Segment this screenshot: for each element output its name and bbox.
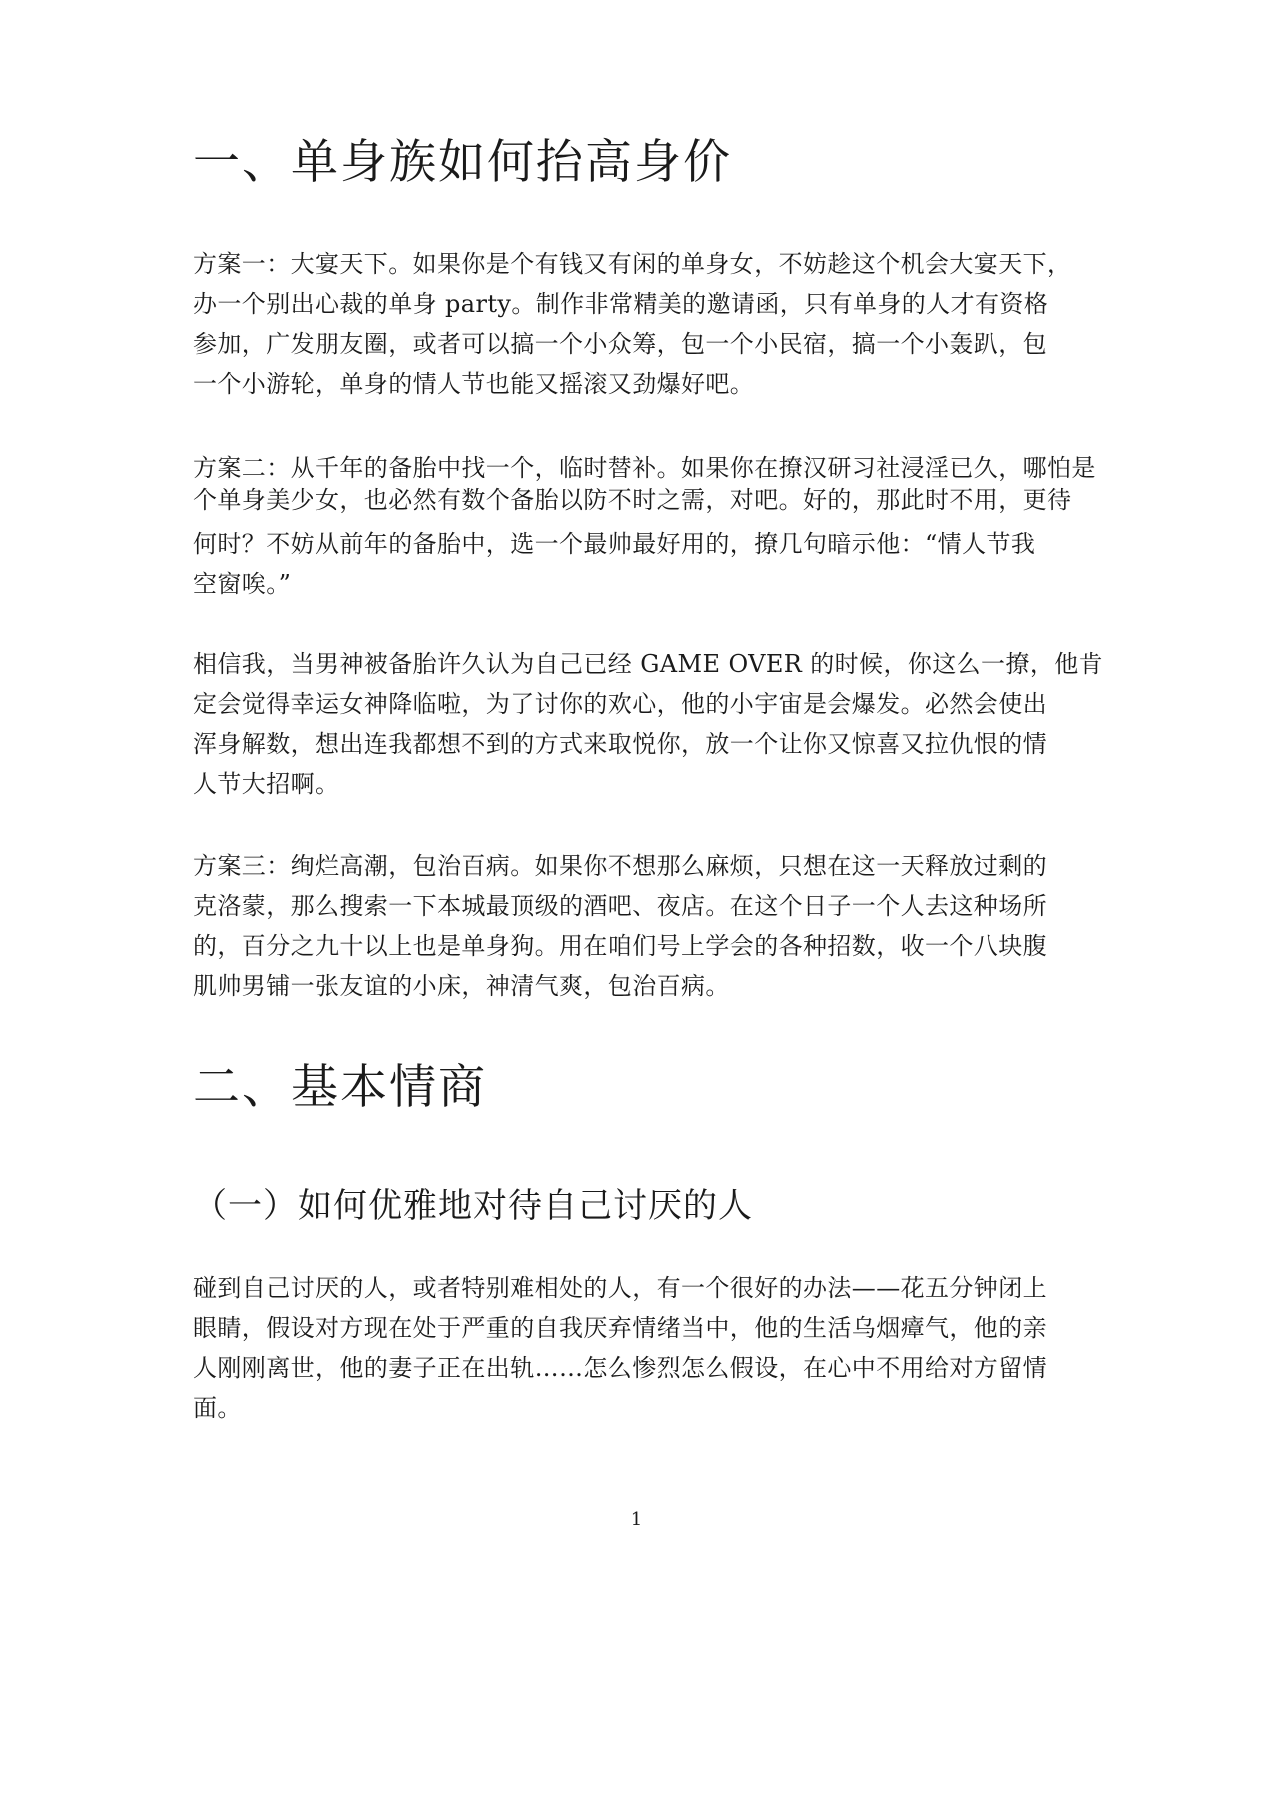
text-line: 空窗唉。” (193, 570, 292, 598)
paragraph-believe-me (193, 644, 1123, 804)
text-line: 人节大招啊。 (193, 770, 340, 798)
text-line: 碰到自己讨厌的人，或者特别难相处的人，有一个很好的办法——花五分钟闭上 (193, 1274, 1047, 1302)
text-line: 个单身美少女，也必然有数个备胎以防不时之需，对吧。好的，那此时不用，更待 (193, 486, 1072, 514)
text-line: 方案三：绚烂高潮，包治百病。如果你不想那么麻烦，只想在这一天释放过剩的 (193, 852, 1047, 880)
text-line: 办一个别出心裁的单身 party。制作非常精美的邀请函，只有单身的人才有资格 (193, 290, 1049, 318)
text-line: 定会觉得幸运女神降临啦，为了讨你的欢心，他的小宇宙是会爆发。必然会使出 (193, 690, 1047, 718)
text-line: 何时？不妨从前年的备胎中，选一个最帅最好用的，撩几句暗示他：“情人节我 (193, 530, 1036, 558)
text-line: 方案一：大宴天下。如果你是个有钱又有闲的单身女，不妨趁这个机会大宴天下， (193, 250, 1072, 278)
subsection-heading: （一）如何优雅地对待自己讨厌的人 (193, 1186, 753, 1226)
text-line: 方案二：从千年的备胎中找一个，临时替补。如果你在撩汉研习社浸淫已久，哪怕是 (193, 454, 1096, 482)
paragraph-plan-2 (193, 452, 1123, 604)
text-line: 眼睛，假设对方现在处于严重的自我厌弃情绪当中，他的生活乌烟瘴气，他的亲 (193, 1314, 1047, 1342)
section-heading-2: 二、基本情商 (193, 1060, 487, 1115)
text-line: 相信我，当男神被备胎许久认为自己已经 GAME OVER 的时候，你这么一撩，他肯 (193, 650, 1104, 678)
text-line: 参加，广发朋友圈，或者可以搞一个小众筹，包一个小民宿，搞一个小轰趴，包 (193, 330, 1047, 358)
text-line: 克洛蒙，那么搜索一下本城最顶级的酒吧、夜店。在这个日子一个人去这种场所 (193, 892, 1047, 920)
page-number: 1 (630, 1509, 643, 1530)
text-line: 浑身解数，想出连我都想不到的方式来取悦你，放一个让你又惊喜又拉仇恨的情 (193, 730, 1047, 758)
paragraph-plan-3 (193, 846, 1123, 1006)
text-line: 面。 (193, 1394, 242, 1422)
text-line: 肌帅男铺一张友谊的小床，神清气爽，包治百病。 (193, 972, 730, 1000)
section-heading-1: 一、单身族如何抬高身价 (193, 135, 732, 190)
text-line: 一个小游轮，单身的情人节也能又摇滚又劲爆好吧。 (193, 370, 755, 398)
paragraph-plan-1 (193, 244, 1123, 404)
text-line: 的，百分之九十以上也是单身狗。用在咱们号上学会的各种招数，收一个八块腹 (193, 932, 1047, 960)
paragraph-dealing-with-disliked-people (193, 1268, 1123, 1428)
text-line: 人刚刚离世，他的妻子正在出轨……怎么惨烈怎么假设，在心中不用给对方留情 (193, 1354, 1047, 1382)
